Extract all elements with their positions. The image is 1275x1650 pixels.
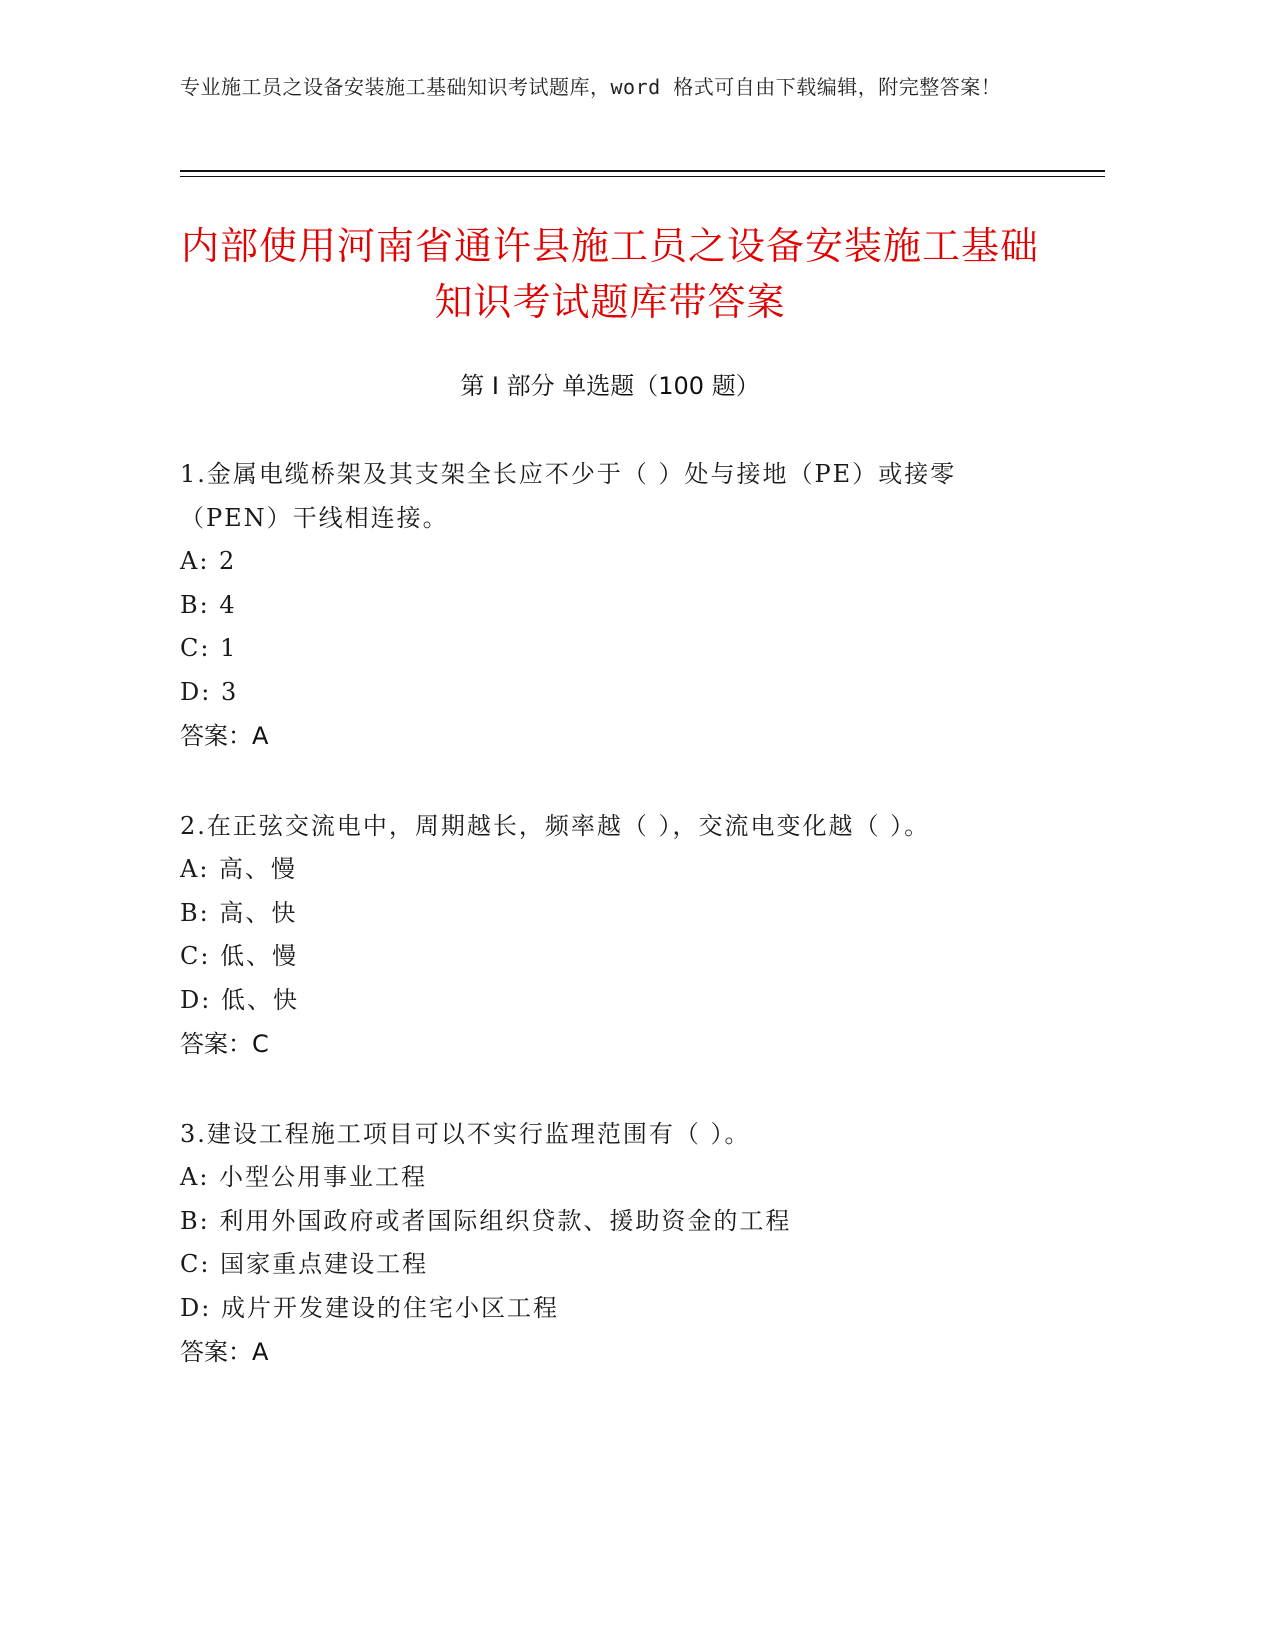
option-a: A: 2 (180, 547, 237, 575)
question-1 (180, 452, 1040, 758)
question-list (180, 452, 1040, 1420)
option-c: C: 1 (180, 634, 238, 662)
document-title: 内部使用河南省通许县施工员之设备安装施工基础知识考试题库带答案 (180, 224, 1039, 324)
option-b: B: 4 (180, 590, 237, 619)
option-d: D: 成片开发建设的住宅小区工程 (180, 1293, 559, 1322)
section-title: 第 I 部分 单选题（100 题） (460, 372, 760, 400)
option-a: A: 高、慢 (180, 855, 298, 883)
answer-line: 答案：A (180, 1338, 269, 1366)
option-b: B: 高、快 (180, 898, 298, 927)
option-d: D: 低、快 (180, 985, 299, 1014)
question-stem: 3.建设工程施工项目可以不实行监理范围有（ ）。 (180, 1120, 751, 1148)
question-stem: 1.金属电缆桥架及其支架全长应不少于（ ）处与接地（PE）或接零（PEN）干线相连接。 (180, 460, 957, 532)
header-note: 专业施工员之设备安装施工基础知识考试题库，word 格式可自由下载编辑，附完整答案！ (180, 75, 1002, 99)
option-c: C: 低、慢 (180, 942, 299, 970)
option-b: B: 利用外国政府或者国际组织贷款、援助资金的工程 (180, 1206, 792, 1235)
header-divider-thin (180, 176, 1105, 177)
option-c: C: 国家重点建设工程 (180, 1250, 429, 1278)
answer-line: 答案：C (180, 1030, 269, 1058)
question-2 (180, 804, 1040, 1066)
option-d: D: 3 (180, 677, 239, 706)
answer-line: 答案：A (180, 722, 269, 750)
header-divider-thick (180, 170, 1105, 172)
question-3 (180, 1112, 1040, 1374)
option-a: A: 小型公用事业工程 (180, 1163, 428, 1191)
question-stem: 2.在正弦交流电中，周期越长，频率越（ ），交流电变化越（ ）。 (180, 812, 931, 840)
